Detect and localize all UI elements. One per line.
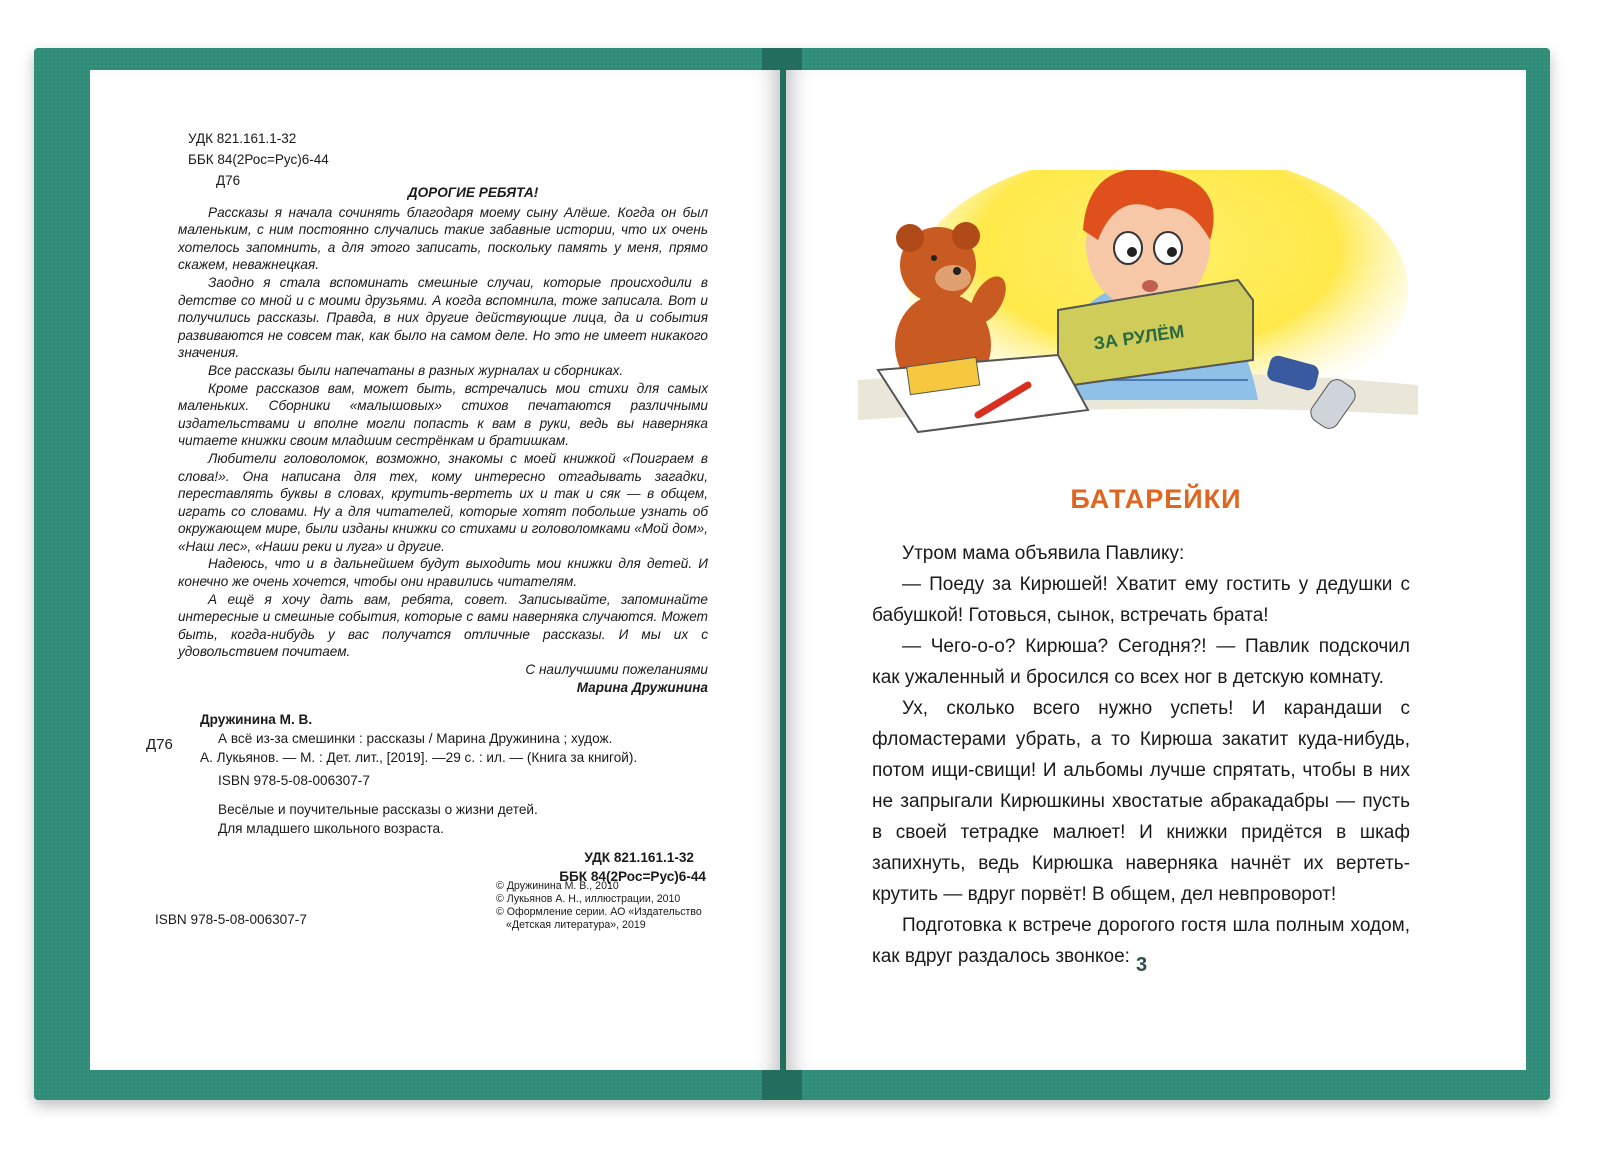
copyright-line: © Оформление серии. АО «Издательство: [496, 906, 702, 918]
copyright-block: [496, 880, 702, 932]
letter-paragraph: А ещё я хочу дать вам, ребята, совет. Записывайте, запоминайте интересные и смешные события, которые с вами наверняка случаются. Может быть, когда-нибудь у вас получатся отличные рассказы. И мы их с удовольствием почитаем.: [178, 591, 708, 660]
bib-udk: УДК 821.161.1-32: [584, 850, 694, 865]
story-paragraph: Подготовка к встрече дорогого гостя шла полным ходом, как вдруг раздалось звонкое:: [872, 915, 1410, 967]
classification-codes: [188, 128, 329, 191]
story-paragraph: — Чего-о-о? Кирюша? Сегодня?! — Павлик подскочил как ужаленный и бросился со всех ног в детскую комнату.: [872, 636, 1410, 688]
copyright-line: «Детская литература», 2019: [506, 919, 646, 931]
bib-author: Дружинина М. В.: [200, 712, 313, 727]
bib-code: Д76: [146, 736, 173, 753]
letter-paragraph: Надеюсь, что и в дальнейшем будут выходить мои книжки для детей. И конечно же очень хочется, чтобы они нравились читателям.: [178, 556, 708, 590]
copyright-line: © Лукьянов А. Н., иллюстрации, 2010: [496, 893, 681, 905]
letter-paragraph: Любители головоломок, возможно, знакомы с моей книжкой «Поиграем в слова!». Она написана для тех, кому интересно отгадывать загадки, переставлять буквы в словах, крутить-вертеть их и так и сяк — в общем, играть со словами. Ну а для читателей, которые хотят побольше узнать об окружающем мире, были изданы книжки со стихами и головоломками «Мой дом», «Наш лес», «Наши реки и луга» и другие.: [178, 450, 708, 554]
story-paragraph: Утром мама объявила Павлику:: [902, 543, 1185, 564]
letter-paragraph: Заодно я стала вспоминать смешные случаи, которые происходили в детстве со мной и с моими друзьями. А когда вспомнила, тоже записала. Вот и получились рассказы. Правда, в них другие действующие лица, да и события развиваются не совсем так, как было на самом деле. Но это не имеет никакого значения.: [178, 274, 708, 361]
box-label: ЗА РУЛЁМ: [1092, 321, 1186, 354]
bib-annotation: Весёлые и поучительные рассказы о жизни детей.: [218, 802, 538, 817]
story-heading: БАТАРЕЙКИ: [1070, 484, 1242, 514]
bibliographic-record: [146, 710, 706, 886]
udk-code: УДК 821.161.1-32: [188, 131, 297, 146]
bib-audience: Для младшего школьного возраста.: [218, 821, 444, 836]
bbk-code: ББК 84(2Рос=Рус)6-44: [188, 152, 329, 167]
bib-bbk: ББК 84(2Рос=Рус)6-44: [559, 869, 706, 884]
letter-signoff: С наилучшими пожеланиями: [525, 662, 708, 678]
story-paragraph: Ух, сколько всего нужно успеть! И карандаши с фломастерами убрать, а то Кирюша закатит куда-нибудь, потом ищи-свищи! И альбомы лучше спрятать, чтобы в них не запрыгали Кирюшкины хвостатые абракадабры — пусть в своей тетрадке малюет! И книжки придётся в шкаф запихнуть, ведь Кирюшка наверняка начнёт их вертеть-крутить — вдруг порвёт! В общем, дел невпроворот!: [872, 698, 1410, 905]
author-mark: Д76: [216, 173, 241, 188]
story-illustration: [858, 170, 1418, 450]
letter-signature: Марина Дружинина: [576, 679, 708, 695]
letter-paragraph: Кроме рассказов вам, может быть, встречались мои стихи для самых маленьких. Сборники «малышовых» стихов печатаются различными издательствами и вполне могли попасть к вам в руки, ведь вы наверняка читаете книжки своим младшим сестрёнкам и братишкам.: [178, 380, 708, 449]
copyright-line: © Дружинина М. В., 2010: [496, 880, 619, 892]
notebook-and-pencils: [878, 355, 1088, 432]
bib-description-2: А. Лукьянов. — М. : Дет. лит., [2019]. —29 с. : ил. — (Книга за книгой).: [200, 750, 638, 765]
bib-description: А всё из-за смешинки : рассказы / Марина Дружинина ; худож.: [218, 731, 613, 746]
letter-title: ДОРОГИЕ РЕБЯТА!: [407, 185, 539, 200]
page-number: 3: [1136, 954, 1148, 976]
story-text: [872, 538, 1410, 972]
intro-letter: [178, 184, 708, 696]
isbn-footer: ISBN 978-5-08-006307-7: [155, 912, 307, 927]
letter-paragraph: Рассказы я начала сочинять благодаря моему сыну Алёше. Когда он был маленьким, с ним постоянно случались такие забавные истории, что их очень хотелось запомнить, а для этого записать, поскольку память у меня, прямо скажем, неважнецкая.: [178, 204, 708, 273]
story-paragraph: — Поеду за Кирюшей! Хватит ему гостить у дедушки с бабушкой! Готовься, сынок, встречать брата!: [872, 574, 1410, 626]
letter-paragraph: Все рассказы были напечатаны в разных журналах и сборниках.: [208, 362, 624, 378]
bib-isbn: ISBN 978-5-08-006307-7: [218, 773, 370, 788]
